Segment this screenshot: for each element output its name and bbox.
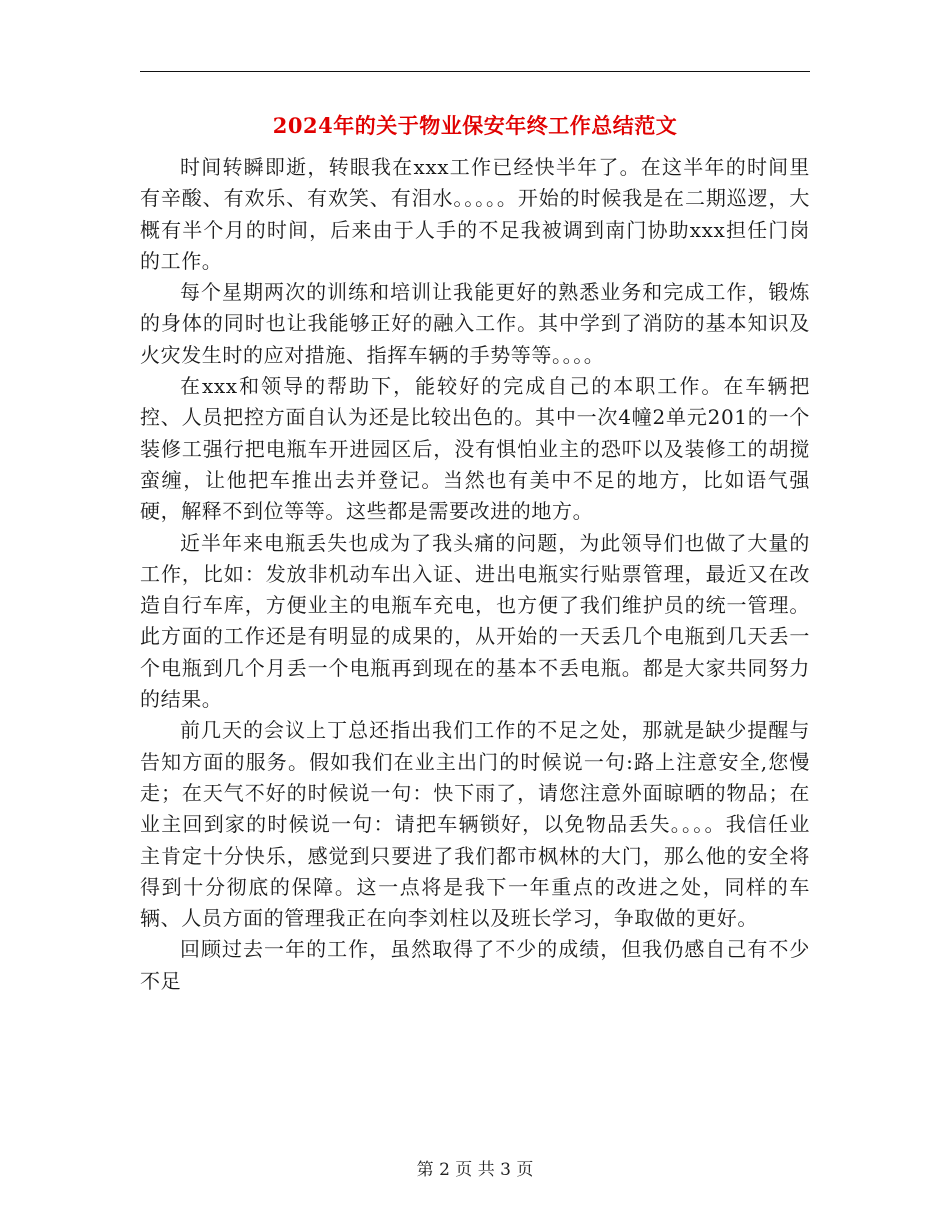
page-footer: 第 2 页 共 3 页 [416,1160,534,1180]
header-rule [140,71,810,72]
document-title: 2024年的关于物业保安年终工作总结范文 [272,113,678,138]
paragraph-6: 回顾过去一年的工作，虽然取得了不少的成绩，但我仍感自己有不少不足 [140,937,810,993]
paragraph-3: 在xxx和领导的帮助下，能较好的完成自己的本职工作。在车辆把控、人员把控方面自认为还是比较出色的。其中一次4幢2单元201的一个装修工强行把电瓶车开进园区后，没有惧怕业主的恐吓以及装修工的胡搅蛮缠，让他把车推出去并登记。当然也有美中不足的地方，比如语气强硬，解释不到位等等。这些都是需要改进的地方。 [140,374,810,524]
paragraph-5: 前几天的会议上丁总还指出我们工作的不足之处，那就是缺少提醒与告知方面的服务。假如我们在业主出门的时候说一句:路上注意安全,您慢走；在天气不好的时候说一句：快下雨了，请您注意外面晾晒的物品；在业主回到家的时候说一句：请把车辆锁好，以免物品丢失。。。。我信任业主肯定十分快乐，感觉到只要进了我们都市枫林的大门，那么他的安全将得到十分彻底的保障。这一点将是我下一年重点的改进之处，同样的车辆、人员方面的管理我正在向李刘柱以及班长学习，争取做的更好。 [140,718,810,931]
paragraph-1: 时间转瞬即逝，转眼我在xxx工作已经快半年了。在这半年的时间里有辛酸、有欢乐、有欢笑、有泪水。。。。。开始的时候我是在二期巡逻，大概有半个月的时间，后来由于人手的不足我被调到南门协助xxx担任门岗的工作。 [140,155,810,273]
paragraph-4: 近半年来电瓶丢失也成为了我头痛的问题，为此领导们也做了大量的工作，比如：发放非机动车出入证、进出电瓶实行贴票管理，最近又在改造自行车库，方便业主的电瓶车充电，也方便了我们维护员的统一管理。此方面的工作还是有明显的成果的，从开始的一天丢几个电瓶到几天丢一个电瓶到几个月丢一个电瓶再到现在的基本不丢电瓶。都是大家共同努力的结果。 [140,530,810,712]
document-body [140,152,810,997]
paragraph-2: 每个星期两次的训练和培训让我能更好的熟悉业务和完成工作，锻炼的身体的同时也让我能够正好的融入工作。其中学到了消防的基本知识及火灾发生时的应对措施、指挥车辆的手势等等。。。。 [140,280,810,367]
